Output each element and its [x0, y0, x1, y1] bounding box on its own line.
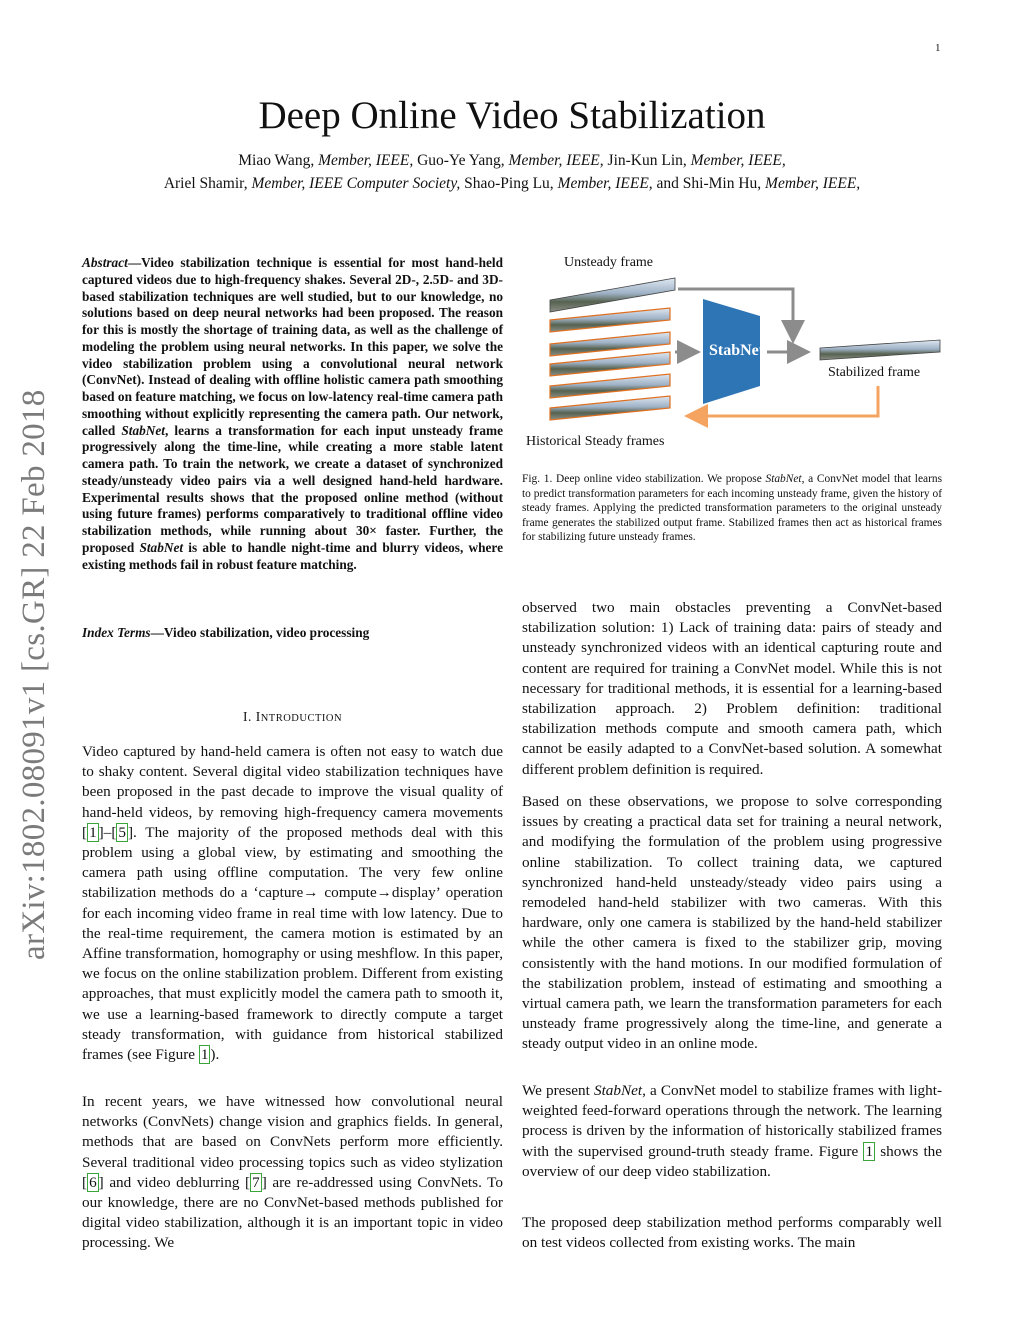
index-terms-dash: —: [150, 625, 164, 640]
abstract-stabnet: StabNet: [139, 539, 184, 555]
figure-link[interactable]: 1: [865, 1142, 874, 1160]
figure-1-caption: [522, 472, 942, 545]
author-name: Jin-Kun Lin,: [607, 152, 687, 169]
historical-frames-stack: [550, 308, 670, 420]
paragraph-text: The proposed deep stabilization method performs comparably well on test videos collected from existing works. The main: [522, 1214, 942, 1252]
citation-link[interactable]: 6: [89, 1173, 97, 1191]
section-heading-introduction: [82, 709, 503, 725]
historical-frame: [550, 332, 670, 356]
paper-title: Deep Online Video Stabilization: [258, 94, 766, 137]
paragraph-text: Video captured by hand-held camera is often not easy to watch due to shaky content. Several digital video stabilization techniques have been proposed in the past decade to improve the visual quality of hand-held videos, by removing high-frequency camera movements: [82, 743, 503, 821]
paragraph-text: We present: [522, 1082, 594, 1099]
section-first-letter: I: [255, 709, 261, 724]
abstract-stabnet: StabNet: [121, 422, 165, 438]
intro-paragraph-1: Video captured by hand-held camera is often not easy to watch due to shaky content. Several digital video stabilization techniques have been proposed in the past decade to improve the visual quality of hand-held videos, by removing high-frequency camera movements [ 1 ]–[ 5 ]. The majority of the proposed methods deal with this problem using a global view, by estimating and smoothing the camera path using offline computation. The very few online stabilization methods do a ‘capture→ compute→display’ operation for each incoming video frame in real time with low latency. Due to the real-time requirement, the camera motion is estimated by an Affine transformation, homography or using meshflow. In this paper, we focus on the online stabilization problem. Different from existing approaches, that must explicitly model the camera path to smooth it, we use a learning-based framework to directly compute a target steady transformation, with guidance from historical stabilized frames (see Figure 1 ).: [82, 743, 503, 1064]
author-name: Ariel Shamir,: [163, 175, 248, 192]
paragraph-text: are re-addressed using ConvNets. To our knowledge, there are no ConvNet-based methods published for digital video stabilization, although it is an important topic in video processing. We: [82, 1173, 503, 1252]
arxiv-stamp: arXiv:1802.08091v1 [cs.GR] 22 Feb 2018: [16, 389, 52, 960]
intro-paragraph-2: In recent years, we have witnessed how convolutional neural networks (ConvNets) change vision and graphics fields. In general, methods that are based on ConvNets perform more efficiently. Several traditional video processing topics such as video stylization [ 6 ] and video deblurring [ 7 ] are re-addressed using ConvNets. To our knowledge, there are no ConvNet-based methods published for digital video stabilization, although it is an important topic in video processing. We: [82, 1093, 503, 1252]
section-numeral: I.: [242, 709, 256, 724]
index-terms-text: Video stabilization, video processing: [163, 625, 370, 640]
abstract-dash: —: [127, 255, 142, 270]
paragraph-text: , a ConvNet model to stabilize frames with light-weighted feed-forward operations through the network. The learning process is driven by the information of historically stabilized frames with the supervised ground-truth steady frame. Figure: [522, 1082, 943, 1160]
caption-text: Fig. 1. Deep online video stabilization. We propose: [522, 473, 766, 485]
unsteady-frame-image: [550, 278, 675, 312]
author-name: and Shi-Min Hu,: [656, 175, 762, 192]
historical-frame: [550, 396, 670, 420]
abstract: [82, 255, 503, 573]
historical-frame: [550, 308, 670, 332]
author-name: Miao Wang,: [238, 152, 315, 169]
historical-frame: [550, 374, 670, 398]
paragraph-text: observed two main obstacles preventing a ConvNet-based stabilization solution: 1) Lack of training data: pairs of steady and unsteady synchronized videos with an identical capturing route and content are required for training a ConvNet model. While this is not necessary for traditional methods, it is essential for a learning-based stabilization approach. 2) Problem definition: traditional stabilization methods compute and smooth camera path, which cannot be easily adapted to a ConvNet-based solution. A somewhat different problem definition is required.: [522, 599, 942, 778]
citation-link[interactable]: 5: [118, 823, 126, 841]
abstract-text: Video stabilization technique is essential for most hand-held captured videos due to high-frequency shakes. Several 2D-, 2.5D- and 3D-based stabilization techniques are well studied, but to our knowledge, no solutions based on deep neural networks had been proposed. The reason for this is mostly the shortage of training data, as well as the challenge of modeling the problem using neural networks. In this paper, we solve the video stabilization problem using a convolutional neural network (ConvNet). Instead of dealing with offline holistic camera path smoothing based on feature matching, we focus on low-latency real-time camera path smoothing without explicitly representing the camera path. Our network, called: [82, 255, 503, 438]
author-name: Guo-Ye Yang,: [417, 152, 505, 169]
right-paragraph-3: [522, 1081, 942, 1182]
label-historical-frames: Historical Steady frames: [526, 434, 665, 449]
label-unsteady-frame: Unsteady frame: [564, 255, 654, 270]
right-paragraph-2: [522, 792, 942, 1055]
abstract-text: , learns a transformation for each input unsteady frame progressively along the time-line, while creating a more stable latent camera path. To train the network, we create a dataset of synchronized steady/unsteady video pairs via a well designed hand-held hardware. Experimental results shows that the proposed online method (without using future frames) performs comparatively to traditional offline video stabilization methods, while running about 30× faster. Further, the proposed: [82, 422, 503, 555]
paragraph-text: ).: [210, 1046, 220, 1064]
citation-dash: –: [103, 823, 112, 841]
citation-link[interactable]: 7: [252, 1173, 260, 1191]
paragraph-text: Based on these observations, we propose to solve corresponding issues by creating a practical data set for training a neural network, and modifying the formulation of the problem using progressive online stabilization. To collect training data, we captured synchronized hand-held unsteady/steady video pairs using a remodeled hand-held stabilizer with two cameras. With this hardware, only one camera is stabilized by the hand-held stabilizer while the other camera is fixed to the stabilizer grip, moving consistently with the hand motions. In our modified formulation of the stabilization problem, instead of estimating and smoothing a virtual camera path, we learn the transformation parameters for each unsteady frame progressively along the time-line, and generate a steady output video in an online mode.: [522, 793, 942, 1053]
paragraph-text: In recent years, we have witnessed how convolutional neural networks (ConvNets) change vision and graphics fields. In general, methods that are based on ConvNets perform more efficiently. Several traditional video processing topics such as video stylization: [82, 1093, 503, 1171]
historical-frame: [550, 352, 670, 376]
citation-link[interactable]: 1: [89, 823, 97, 841]
author-affiliation: Member, IEEE,: [508, 152, 604, 169]
paragraph-text: shows the overview of our deep video stabilization.: [522, 1142, 943, 1180]
author-affiliation: Member, IEEE,: [690, 152, 786, 169]
label-stabilized-frame: Stabilized frame: [828, 365, 921, 380]
author-affiliation: Member, IEEE,: [765, 175, 861, 192]
index-terms: [82, 624, 503, 641]
author-line-1: [0, 150, 1024, 172]
author-affiliation: Member, IEEE Computer Society,: [251, 175, 461, 192]
author-affiliation: Member, IEEE,: [318, 152, 414, 169]
page-number: 1: [935, 42, 941, 54]
author-name: Shao-Ping Lu,: [464, 175, 554, 192]
figure-link[interactable]: 1: [200, 1046, 209, 1064]
right-paragraph-1: [522, 598, 942, 780]
paragraph-text: . The majority of the proposed methods deal with this problem using a global view, by estimating and smoothing the camera path using offline computation. The very few online stabilization methods do a ‘capture→ compute→display’ operation for each incoming video frame in real time with low latency. Due to the real-time requirement, the camera motion is estimated by an Affine transformation, homography or using meshflow. In this paper, we focus on the online stabilization problem. Different from existing approaches, that must explicitly model the camera path to smooth it, we use a learning-based framework to directly compute a target steady transformation, with guidance from historical stabilized frames (see Figure: [82, 823, 503, 1064]
right-paragraph-4: [522, 1213, 942, 1253]
index-terms-label: Index Terms: [82, 625, 151, 640]
caption-text: , a ConvNet model that learns to predict transformation parameters for each incoming unsteady frame, given the history of steady frames. Applying the predicted transformation parameters to the original unsteady frame generates the stabilized output frame. Stabilized frames then act as historical frames for stabilizing future unsteady frames.: [522, 473, 942, 544]
caption-stabnet: StabNet: [765, 473, 802, 485]
stabilized-frame-image: [820, 340, 940, 360]
abstract-text: is able to handle night-time and blurry videos, where existing methods fail in robust feature matching.: [82, 539, 503, 572]
section-title-rest: NTRODUCTION: [260, 713, 343, 724]
author-affiliation: Member, IEEE,: [557, 175, 653, 192]
label-stabnet: StabNet: [709, 342, 765, 359]
author-line-2: [0, 173, 1024, 195]
abstract-label: Abstract: [82, 255, 128, 270]
paragraph-text: and video deblurring: [103, 1173, 246, 1191]
paragraph-stabnet: StabNet: [593, 1082, 643, 1099]
